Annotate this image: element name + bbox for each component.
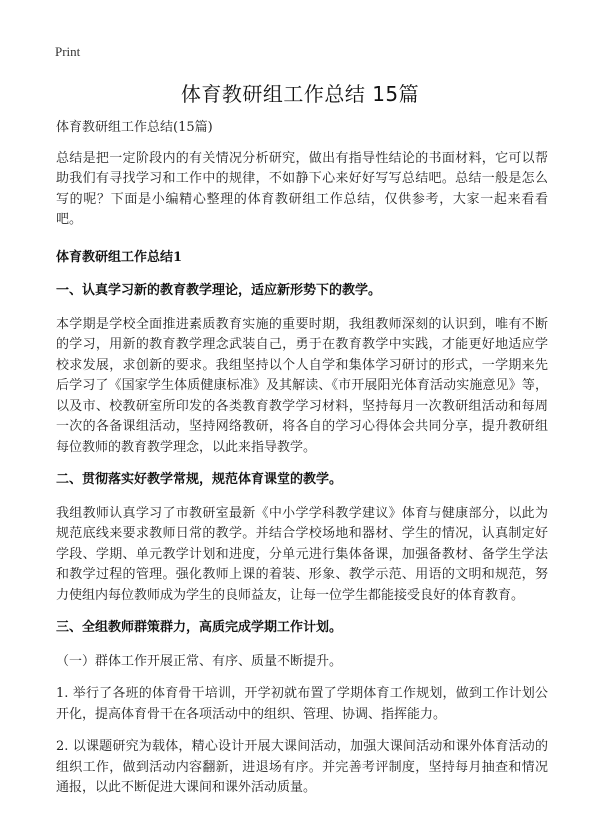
heading-3: 三、全组教师群策群力，高质完成学期工作计划。 [56, 620, 343, 635]
intro-paragraph: 总结是把一定阶段内的有关情况分析研究，做出有指导性结论的书面材料，它可以帮助我们有寻找学习和工作中的规律，不如静下心来好好写写总结吧。总结一般是怎么写的呢？下面是小编精心整理的体育教研组工作总结，仅供参考，大家一起来看看吧。 [56, 150, 548, 227]
document-body [56, 118, 548, 811]
print-link[interactable]: Print [55, 44, 81, 59]
sub-heading-1: （一）群体工作开展正常、有序、质量不断提升。 [56, 653, 343, 669]
document-title: 体育教研组工作总结 15篇 [180, 82, 420, 106]
list-item-1: 1. 举行了各班的体育骨干培训，开学初就布置了学期体育工作规划，做到工作计划公开化，提高体育骨干在各项活动中的组织、管理、协调、指挥能力。 [56, 686, 548, 722]
paragraph-2: 我组教师认真学习了市教研室最新《中小学学科教学建议》体育与健康部分，以此为规范底线来要求教师日常的教学。并结合学校场地和器材、学生的情况，认真制定好学段、学期、单元教学计划和进度，分单元进行集体备课，加强备教材、备学生学法和教学过程的管理。强化教师上课的着装、形象、教学示范、用语的文明和规范，努力使组内每位教师成为学生的良师益友，让每一位学生都能接受良好的体育教育。 [56, 505, 548, 603]
section-title: 体育教研组工作总结1 [56, 249, 183, 265]
list-item-2: 2. 以课题研究为载体，精心设计开展大课间活动，加强大课间活动和课外体育活动的组织工作，做到活动内容翻新，进退场有序。并完善考评制度，坚持每月抽查和情况通报，以此不断促进大课间和课外活动质量。 [56, 739, 548, 795]
heading-2: 二、贯彻落实好教学常规，规范体育课堂的教学。 [56, 472, 343, 487]
paragraph-1: 本学期是学校全面推进素质教育实施的重要时期，我组教师深刻的认识到，唯有不断的学习，用新的教育教学理念武装自己，勇于在教育教学中实践，才能更好地适应学校求发展，求创新的要求。我组坚持以个人自学和集体学习研讨的形式，一学期来先后学习了《国家学生体质健康标准》及其解读、《市开展阳光体育活动实施意见》等，以及市、校教研室所印发的各类教育教学学习材料，坚持每月一次教研组活动和每周一次的各备课组活动，坚持网络教研，将各自的学习心得体会共同分享，提升教研组每位教师的教育教学理念，以此来指导教学。 [56, 316, 548, 455]
heading-1: 一、认真学习新的教育教学理论，适应新形势下的教学。 [56, 283, 382, 298]
document-subtitle: 体育教研组工作总结(15篇) [56, 120, 213, 135]
